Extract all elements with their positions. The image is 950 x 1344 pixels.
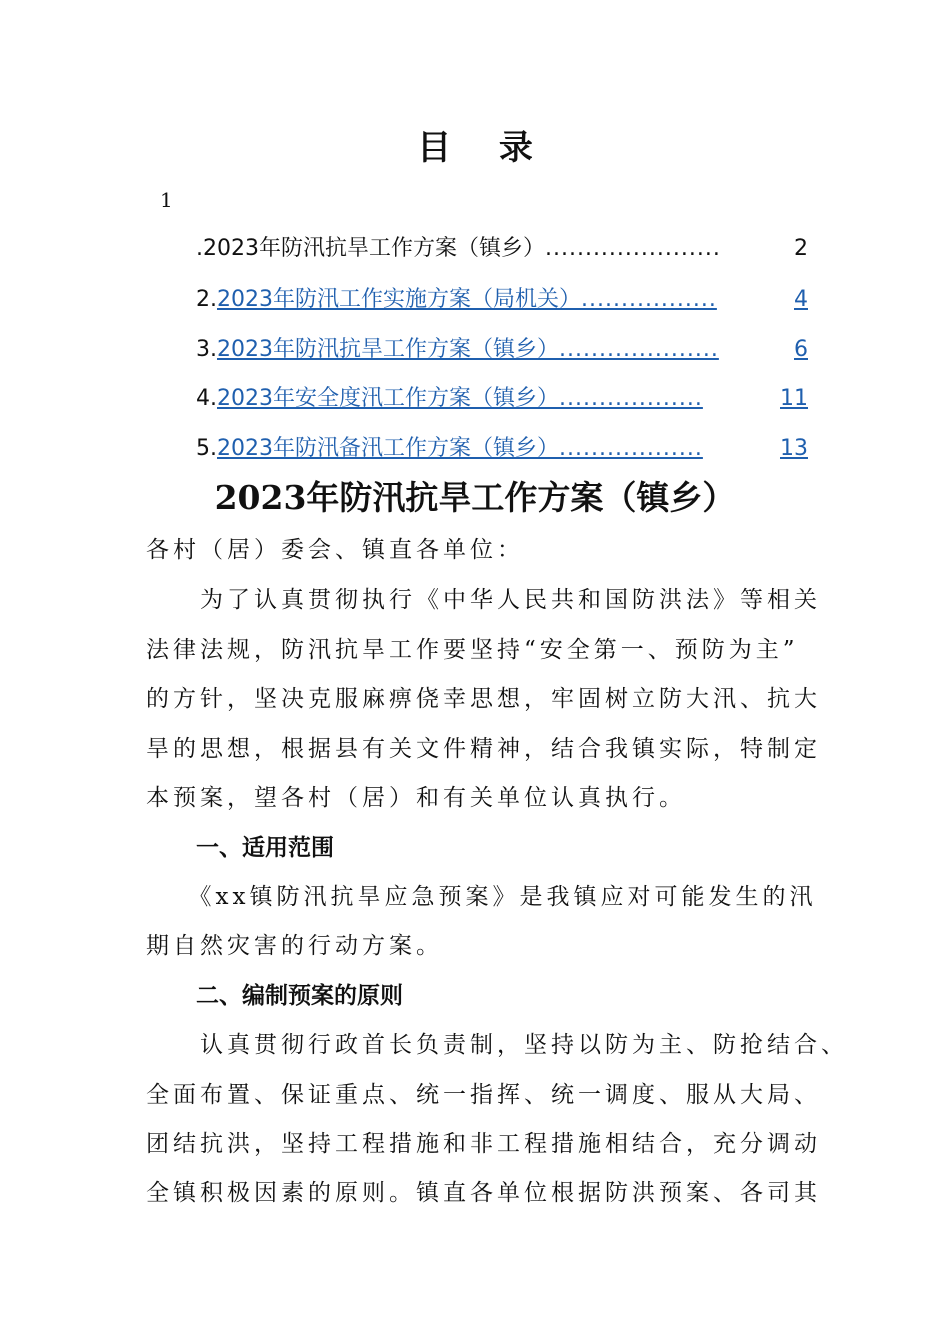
body-line: 法律法规，防汛抗旱工作要坚持“安全第一、预防为主” — [146, 637, 799, 663]
section-heading: 二、编制预案的原则 — [196, 983, 403, 1009]
section-heading: 一、适用范围 — [196, 835, 334, 861]
toc-item-dots: .................... — [559, 337, 719, 362]
body-line: 为了认真贯彻执行《中华人民共和国防洪法》等相关 — [146, 587, 821, 613]
toc-number: 1 — [160, 188, 173, 212]
toc-item-title: .2023年防汛抗旱工作方案（镇乡） — [196, 236, 545, 261]
body-line: 团结抗洪，坚持工程措施和非工程措施相结合，充分调动 — [146, 1131, 821, 1157]
toc-item-page: 4 — [794, 287, 808, 312]
body-line: 全面布置、保证重点、统一指挥、统一调度、服从大局、 — [146, 1082, 821, 1108]
toc-item-link[interactable] — [196, 233, 808, 265]
toc-item-link[interactable] — [217, 284, 808, 316]
body-line: 认真贯彻行政首长负责制，坚持以防为主、防抢结合、 — [146, 1032, 848, 1058]
toc-item-link[interactable] — [217, 383, 808, 415]
body-line: 《xx镇防汛抗旱应急预案》是我镇应对可能发生的汛 — [146, 884, 817, 910]
toc-item-page: 2 — [794, 236, 808, 261]
toc-item-3[interactable] — [196, 334, 808, 366]
salutation: 各村（居）委会、镇直各单位： — [146, 537, 524, 563]
toc-item-link[interactable] — [217, 433, 808, 465]
body-line: 旱的思想，根据县有关文件精神，结合我镇实际，特制定 — [146, 736, 821, 762]
toc-item-title: 2023年防汛抗旱工作方案（镇乡） — [217, 337, 559, 362]
document-title: 2023年防汛抗旱工作方案（镇乡） — [214, 478, 736, 517]
body-line: 全镇积极因素的原则。镇直各单位根据防洪预案、各司其 — [146, 1180, 821, 1206]
toc-item-dots: ...................... — [544, 236, 721, 261]
toc-item-5[interactable] — [196, 433, 808, 465]
toc-item-prefix: 2. — [196, 287, 217, 312]
toc-item-4[interactable] — [196, 383, 808, 415]
toc-heading: 目 录 — [417, 128, 551, 168]
toc-item-dots: .................. — [559, 436, 703, 461]
toc-item-1[interactable] — [196, 233, 808, 265]
toc-item-title: 2023年防汛备汛工作方案（镇乡） — [217, 436, 559, 461]
toc-item-page: 13 — [780, 436, 808, 461]
toc-item-prefix: 3. — [196, 337, 217, 362]
toc-item-page: 6 — [794, 337, 808, 362]
toc-item-prefix: 5. — [196, 436, 217, 461]
toc-item-link[interactable] — [217, 334, 808, 366]
toc-item-dots: ................. — [581, 287, 717, 312]
toc-item-title: 2023年防汛工作实施方案（局机关） — [217, 287, 581, 312]
body-line: 的方针，坚决克服麻痹侥幸思想，牢固树立防大汛、抗大 — [146, 686, 821, 712]
body-line: 本预案，望各村（居）和有关单位认真执行。 — [146, 785, 686, 811]
toc-item-2[interactable] — [196, 284, 808, 316]
toc-item-prefix: 4. — [196, 386, 217, 411]
toc-item-page: 11 — [780, 386, 808, 411]
body-line: 期自然灾害的行动方案。 — [146, 933, 443, 959]
toc-item-dots: .................. — [559, 386, 703, 411]
toc-item-title: 2023年安全度汛工作方案（镇乡） — [217, 386, 559, 411]
